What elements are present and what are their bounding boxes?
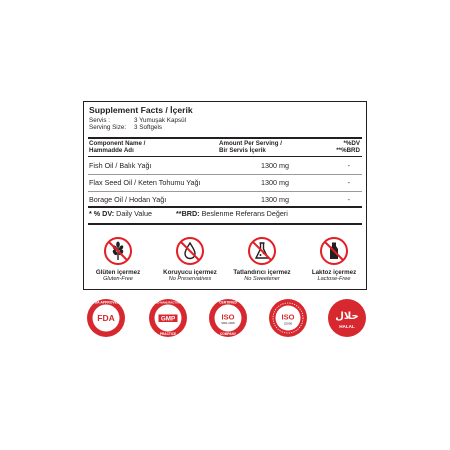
column-header-dv-line2: **%BRD: [336, 147, 360, 154]
badge-label-tr: Tatlandırıcı içermez: [233, 269, 291, 276]
gluten-free-badge: [88, 236, 148, 282]
wheat-icon: [103, 236, 133, 266]
brd-legend-key: **BRD:: [176, 209, 200, 218]
divider: [88, 223, 362, 225]
facts-title: Supplement Facts / İçerik: [89, 105, 193, 115]
dv-legend-key: * % DV:: [89, 209, 115, 218]
serving-size-value: 3 Softgels: [134, 124, 163, 131]
badge-label-en: No Sweetener: [244, 276, 280, 282]
badge-label-tr: Koruyucu içermez: [163, 269, 217, 276]
column-header-dv: [336, 140, 360, 154]
servis-label: Servis :: [89, 117, 110, 124]
lactose-free-badge: [304, 236, 364, 282]
row-name: Borage Oil / Hodan Yağı: [89, 195, 167, 204]
gmp-seal: [148, 298, 188, 338]
row-name: Fish Oil / Balık Yağı: [89, 161, 152, 170]
serving-size-line: [89, 124, 162, 131]
row-dv: -: [347, 195, 350, 204]
fda-top-text: FDA APPROVED: [92, 300, 120, 305]
badge-label-en: No Preservatives: [168, 276, 212, 282]
column-header-name: [89, 140, 145, 154]
no-preservatives-badge: [160, 236, 220, 282]
fda-approved-seal: [86, 298, 126, 338]
fda-center-text: FDA: [97, 313, 115, 323]
halal-script-text: حلال: [335, 311, 359, 322]
dv-legend-text: Daily Value: [116, 209, 152, 218]
flask-icon: [247, 236, 277, 266]
no-sweetener-badge: [232, 236, 292, 282]
servis-value: 3 Yumuşak Kapsül: [134, 117, 187, 124]
gmp-bottom-text: PRACTICE: [159, 332, 177, 336]
badge-label-tr: Glüten içermez: [95, 269, 141, 276]
iso-center-text: ISO: [221, 312, 235, 322]
row-amount: 1300 mg: [261, 161, 289, 170]
badge-label-en: Gluten-Free: [103, 276, 133, 282]
iso22000-center-text: ISO: [281, 312, 295, 322]
iso-9001-seal: [208, 298, 248, 338]
brd-legend-text: Beslenme Referans Değeri: [201, 209, 288, 218]
table-row: [89, 174, 360, 191]
table-row: [89, 157, 360, 174]
badge-label-en: Lactose-Free: [317, 276, 351, 282]
iso-sub-text: 9001:2008: [221, 321, 235, 325]
row-dv: -: [347, 178, 350, 187]
milk-bottle-icon: [319, 236, 349, 266]
halal-text: HALAL: [339, 324, 355, 329]
row-name: Flax Seed Oil / Keten Tohumu Yağı: [89, 178, 201, 187]
row-dv: -: [347, 161, 350, 170]
gmp-center-text: GMP: [160, 315, 176, 323]
supplement-facts-panel: [83, 101, 367, 290]
badge-label-tr: Laktoz içermez: [311, 269, 357, 276]
iso22000-sub-text: 22000: [283, 321, 293, 326]
column-header-name-line2: Hammadde Adı: [89, 147, 134, 154]
divider: [88, 137, 362, 139]
iso-bottom-text: COMPANY: [219, 332, 237, 336]
row-amount: 1300 mg: [261, 195, 289, 204]
drop-icon: [175, 236, 205, 266]
column-header-name-line1: Component Name /: [89, 140, 146, 147]
column-header-amount-line1: Amount Per Serving /: [219, 140, 282, 147]
iso-top-text: CERTIFIED: [219, 300, 237, 305]
divider: [88, 206, 362, 208]
column-header-amount-line2: Bir Servis İçerik: [219, 147, 266, 154]
row-amount: 1300 mg: [261, 178, 289, 187]
dv-legend: [89, 209, 152, 218]
column-header-amount: [219, 140, 282, 154]
column-header-dv-line1: *%DV: [343, 140, 360, 147]
serving-size-label: Serving Size:: [89, 124, 127, 131]
gmp-top-text: GOOD MANUFACTURING: [150, 300, 186, 305]
iso-22000-seal: [268, 298, 308, 338]
brd-legend: [176, 209, 288, 218]
halal-seal: [327, 298, 367, 338]
